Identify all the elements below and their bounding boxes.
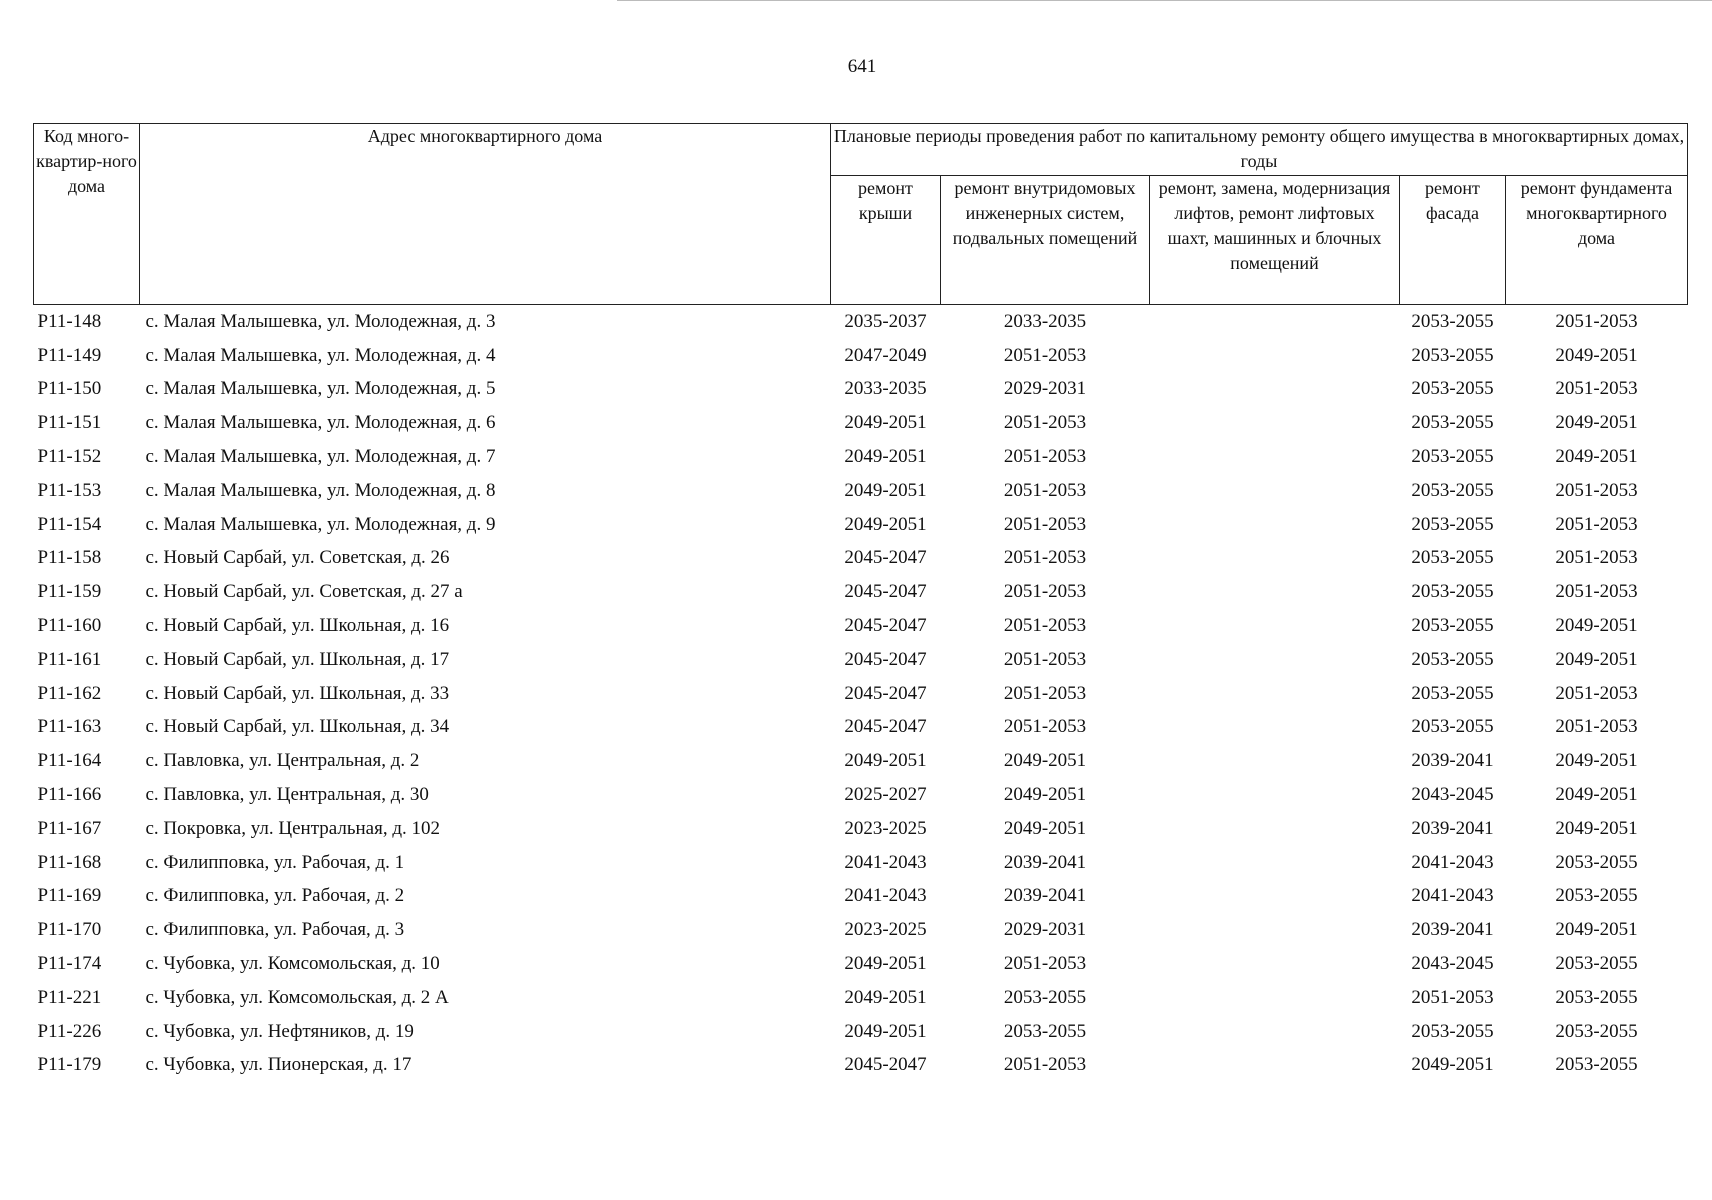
cell-address: с. Малая Малышевка, ул. Молодежная, д. 7 [145, 446, 496, 468]
cell-lifts [1150, 339, 1400, 373]
cell-lifts [1150, 575, 1400, 609]
cell-foundation: 2053-2055 [1555, 1054, 1638, 1076]
cell-facade: 2053-2055 [1411, 344, 1494, 366]
cell-lifts [1150, 711, 1400, 745]
cell-systems: 2051-2053 [1003, 1054, 1087, 1076]
header-code: Код много-квартир-ного дома [34, 124, 140, 305]
table-row [34, 643, 1688, 677]
cell-lifts [1150, 913, 1400, 947]
header-address: Адрес многоквартирного дома [140, 124, 831, 305]
cell-code: P11-167 [37, 817, 102, 839]
repair-schedule-table [33, 123, 1688, 1082]
cell-facade: 2039-2041 [1411, 919, 1494, 941]
cell-systems: 2039-2041 [1003, 885, 1087, 907]
cell-code: P11-152 [37, 446, 102, 468]
cell-facade: 2053-2055 [1411, 446, 1494, 468]
cell-address: с. Малая Малышевка, ул. Молодежная, д. 3 [145, 310, 496, 332]
top-rule [617, 0, 1712, 1]
cell-foundation: 2051-2053 [1555, 310, 1638, 332]
cell-address: с. Чубовка, ул. Комсомольская, д. 2 А [145, 986, 449, 1008]
cell-roof: 2045-2047 [844, 648, 927, 670]
header-planned-periods: Плановые периоды проведения работ по капитальному ремонту общего имущества в многоквартирных домах, годы [831, 124, 1688, 176]
cell-lifts [1150, 609, 1400, 643]
cell-roof: 2023-2025 [844, 919, 927, 941]
cell-lifts [1150, 1049, 1400, 1083]
cell-roof: 2049-2051 [844, 446, 927, 468]
table-row [34, 1015, 1688, 1049]
table-body [34, 305, 1688, 1083]
cell-lifts [1150, 947, 1400, 981]
cell-code: P11-148 [37, 310, 102, 332]
cell-code: P11-169 [37, 885, 102, 907]
cell-facade: 2039-2041 [1411, 750, 1494, 772]
cell-roof: 2049-2051 [844, 750, 927, 772]
cell-foundation: 2049-2051 [1555, 615, 1638, 637]
cell-lifts [1150, 542, 1400, 576]
cell-address: с. Чубовка, ул. Комсомольская, д. 10 [145, 953, 440, 975]
header-foundation: ремонт фундамента многоквартирного дома [1506, 176, 1688, 305]
cell-address: с. Филипповка, ул. Рабочая, д. 1 [145, 851, 405, 873]
cell-address: с. Новый Сарбай, ул. Школьная, д. 17 [145, 648, 450, 670]
cell-facade: 2053-2055 [1411, 513, 1494, 535]
cell-roof: 2049-2051 [844, 986, 927, 1008]
page-number: 641 [847, 56, 877, 77]
cell-roof: 2025-2027 [844, 784, 927, 806]
header-lifts: ремонт, замена, модернизация лифтов, ремонт лифтовых шахт, машинных и блочных помещений [1150, 176, 1400, 305]
cell-foundation: 2051-2053 [1555, 547, 1638, 569]
cell-code: P11-221 [37, 986, 102, 1008]
cell-roof: 2033-2035 [844, 378, 927, 400]
cell-systems: 2033-2035 [1003, 310, 1087, 332]
cell-facade: 2053-2055 [1411, 581, 1494, 603]
cell-systems: 2049-2051 [1003, 750, 1087, 772]
cell-systems: 2051-2053 [1003, 513, 1087, 535]
table-row [34, 744, 1688, 778]
cell-foundation: 2049-2051 [1555, 648, 1638, 670]
cell-systems: 2051-2053 [1003, 547, 1087, 569]
cell-systems: 2051-2053 [1003, 716, 1087, 738]
table-row [34, 373, 1688, 407]
cell-address: с. Покровка, ул. Центральная, д. 102 [145, 817, 440, 839]
cell-systems: 2051-2053 [1003, 648, 1087, 670]
cell-facade: 2043-2045 [1411, 953, 1494, 975]
table-row [34, 812, 1688, 846]
cell-facade: 2053-2055 [1411, 716, 1494, 738]
cell-code: P11-168 [37, 851, 102, 873]
cell-systems: 2029-2031 [1003, 378, 1087, 400]
cell-address: с. Новый Сарбай, ул. Школьная, д. 33 [145, 682, 450, 704]
cell-code: P11-179 [37, 1054, 102, 1076]
cell-systems: 2051-2053 [1003, 682, 1087, 704]
cell-code: P11-166 [37, 784, 102, 806]
cell-lifts [1150, 744, 1400, 778]
cell-roof: 2041-2043 [844, 851, 927, 873]
cell-address: с. Новый Сарбай, ул. Школьная, д. 16 [145, 615, 450, 637]
cell-code: P11-160 [37, 615, 102, 637]
cell-lifts [1150, 981, 1400, 1015]
cell-systems: 2049-2051 [1003, 784, 1087, 806]
cell-roof: 2049-2051 [844, 412, 927, 434]
table-row [34, 846, 1688, 880]
cell-lifts [1150, 305, 1400, 339]
cell-code: P11-158 [37, 547, 102, 569]
table-row [34, 305, 1688, 339]
cell-address: с. Филипповка, ул. Рабочая, д. 3 [145, 919, 405, 941]
cell-code: P11-163 [37, 716, 102, 738]
cell-foundation: 2053-2055 [1555, 953, 1638, 975]
cell-code: P11-170 [37, 919, 102, 941]
cell-roof: 2049-2051 [844, 513, 927, 535]
table-row [34, 947, 1688, 981]
cell-address: с. Малая Малышевка, ул. Молодежная, д. 5 [145, 378, 496, 400]
cell-lifts [1150, 474, 1400, 508]
cell-foundation: 2049-2051 [1555, 919, 1638, 941]
table-row [34, 609, 1688, 643]
cell-roof: 2049-2051 [844, 953, 927, 975]
cell-foundation: 2051-2053 [1555, 378, 1638, 400]
cell-systems: 2051-2053 [1003, 615, 1087, 637]
table-header [34, 124, 1688, 305]
cell-lifts [1150, 440, 1400, 474]
cell-facade: 2039-2041 [1411, 817, 1494, 839]
cell-lifts [1150, 1015, 1400, 1049]
cell-code: P11-161 [37, 648, 102, 670]
cell-foundation: 2051-2053 [1555, 716, 1638, 738]
cell-lifts [1150, 508, 1400, 542]
cell-address: с. Малая Малышевка, ул. Молодежная, д. 6 [145, 412, 496, 434]
cell-code: P11-159 [37, 581, 102, 603]
table-row [34, 542, 1688, 576]
cell-facade: 2041-2043 [1411, 885, 1494, 907]
cell-address: с. Павловка, ул. Центральная, д. 30 [145, 784, 429, 806]
header-facade: ремонт фасада [1400, 176, 1506, 305]
cell-address: с. Чубовка, ул. Пионерская, д. 17 [145, 1054, 412, 1076]
cell-code: P11-154 [37, 513, 102, 535]
cell-facade: 2053-2055 [1411, 682, 1494, 704]
table-row [34, 575, 1688, 609]
table-row [34, 508, 1688, 542]
header-roof: ремонт крыши [831, 176, 941, 305]
cell-roof: 2045-2047 [844, 615, 927, 637]
cell-systems: 2051-2053 [1003, 344, 1087, 366]
table-row [34, 880, 1688, 914]
header-systems: ремонт внутридомовых инженерных систем, подвальных помещений [941, 176, 1150, 305]
table-row [34, 711, 1688, 745]
cell-foundation: 2051-2053 [1555, 513, 1638, 535]
cell-systems: 2029-2031 [1003, 919, 1087, 941]
cell-code: P11-153 [37, 479, 102, 501]
cell-roof: 2045-2047 [844, 682, 927, 704]
cell-systems: 2051-2053 [1003, 446, 1087, 468]
cell-foundation: 2053-2055 [1555, 885, 1638, 907]
cell-address: с. Чубовка, ул. Нефтяников, д. 19 [145, 1020, 414, 1042]
cell-code: P11-151 [37, 412, 102, 434]
cell-roof: 2045-2047 [844, 1054, 927, 1076]
cell-systems: 2039-2041 [1003, 851, 1087, 873]
table-row [34, 474, 1688, 508]
cell-code: P11-162 [37, 682, 102, 704]
cell-foundation: 2053-2055 [1555, 1020, 1638, 1042]
cell-roof: 2045-2047 [844, 581, 927, 603]
cell-facade: 2049-2051 [1411, 1054, 1494, 1076]
cell-lifts [1150, 846, 1400, 880]
cell-lifts [1150, 643, 1400, 677]
cell-lifts [1150, 812, 1400, 846]
cell-roof: 2049-2051 [844, 1020, 927, 1042]
cell-facade: 2053-2055 [1411, 648, 1494, 670]
cell-address: с. Новый Сарбай, ул. Школьная, д. 34 [145, 716, 450, 738]
cell-facade: 2053-2055 [1411, 310, 1494, 332]
cell-systems: 2051-2053 [1003, 953, 1087, 975]
cell-facade: 2053-2055 [1411, 547, 1494, 569]
cell-systems: 2051-2053 [1003, 581, 1087, 603]
cell-foundation: 2051-2053 [1555, 581, 1638, 603]
table-row [34, 440, 1688, 474]
cell-lifts [1150, 373, 1400, 407]
cell-systems: 2051-2053 [1003, 479, 1087, 501]
cell-foundation: 2049-2051 [1555, 784, 1638, 806]
cell-facade: 2051-2053 [1411, 986, 1494, 1008]
cell-systems: 2051-2053 [1003, 412, 1087, 434]
cell-code: P11-150 [37, 378, 102, 400]
cell-foundation: 2049-2051 [1555, 446, 1638, 468]
cell-address: с. Малая Малышевка, ул. Молодежная, д. 8 [145, 479, 496, 501]
cell-foundation: 2053-2055 [1555, 851, 1638, 873]
cell-foundation: 2049-2051 [1555, 750, 1638, 772]
cell-roof: 2023-2025 [844, 817, 927, 839]
table-row [34, 677, 1688, 711]
cell-foundation: 2051-2053 [1555, 479, 1638, 501]
cell-lifts [1150, 406, 1400, 440]
cell-roof: 2047-2049 [844, 344, 927, 366]
cell-address: с. Малая Малышевка, ул. Молодежная, д. 9 [145, 513, 496, 535]
cell-lifts [1150, 880, 1400, 914]
cell-foundation: 2049-2051 [1555, 412, 1638, 434]
cell-roof: 2045-2047 [844, 547, 927, 569]
cell-code: P11-149 [37, 344, 102, 366]
cell-address: с. Новый Сарбай, ул. Советская, д. 27 а [145, 581, 463, 603]
cell-roof: 2041-2043 [844, 885, 927, 907]
cell-address: с. Павловка, ул. Центральная, д. 2 [145, 750, 420, 772]
cell-address: с. Филипповка, ул. Рабочая, д. 2 [145, 885, 405, 907]
cell-roof: 2035-2037 [844, 310, 927, 332]
cell-address: с. Новый Сарбай, ул. Советская, д. 26 [145, 547, 450, 569]
cell-facade: 2053-2055 [1411, 615, 1494, 637]
table-row [34, 1049, 1688, 1083]
table-row [34, 913, 1688, 947]
cell-facade: 2041-2043 [1411, 851, 1494, 873]
table-row [34, 339, 1688, 373]
cell-foundation: 2049-2051 [1555, 344, 1638, 366]
cell-facade: 2043-2045 [1411, 784, 1494, 806]
cell-lifts [1150, 677, 1400, 711]
table-row [34, 981, 1688, 1015]
cell-foundation: 2049-2051 [1555, 817, 1638, 839]
cell-code: P11-164 [37, 750, 102, 772]
cell-facade: 2053-2055 [1411, 1020, 1494, 1042]
cell-roof: 2049-2051 [844, 479, 927, 501]
cell-lifts [1150, 778, 1400, 812]
cell-foundation: 2051-2053 [1555, 682, 1638, 704]
cell-facade: 2053-2055 [1411, 412, 1494, 434]
cell-code: P11-174 [37, 953, 102, 975]
cell-code: P11-226 [37, 1020, 102, 1042]
table-row [34, 406, 1688, 440]
cell-systems: 2053-2055 [1003, 986, 1087, 1008]
cell-facade: 2053-2055 [1411, 378, 1494, 400]
cell-facade: 2053-2055 [1411, 479, 1494, 501]
cell-foundation: 2053-2055 [1555, 986, 1638, 1008]
table-row [34, 778, 1688, 812]
cell-address: с. Малая Малышевка, ул. Молодежная, д. 4 [145, 344, 496, 366]
cell-roof: 2045-2047 [844, 716, 927, 738]
cell-systems: 2053-2055 [1003, 1020, 1087, 1042]
cell-systems: 2049-2051 [1003, 817, 1087, 839]
